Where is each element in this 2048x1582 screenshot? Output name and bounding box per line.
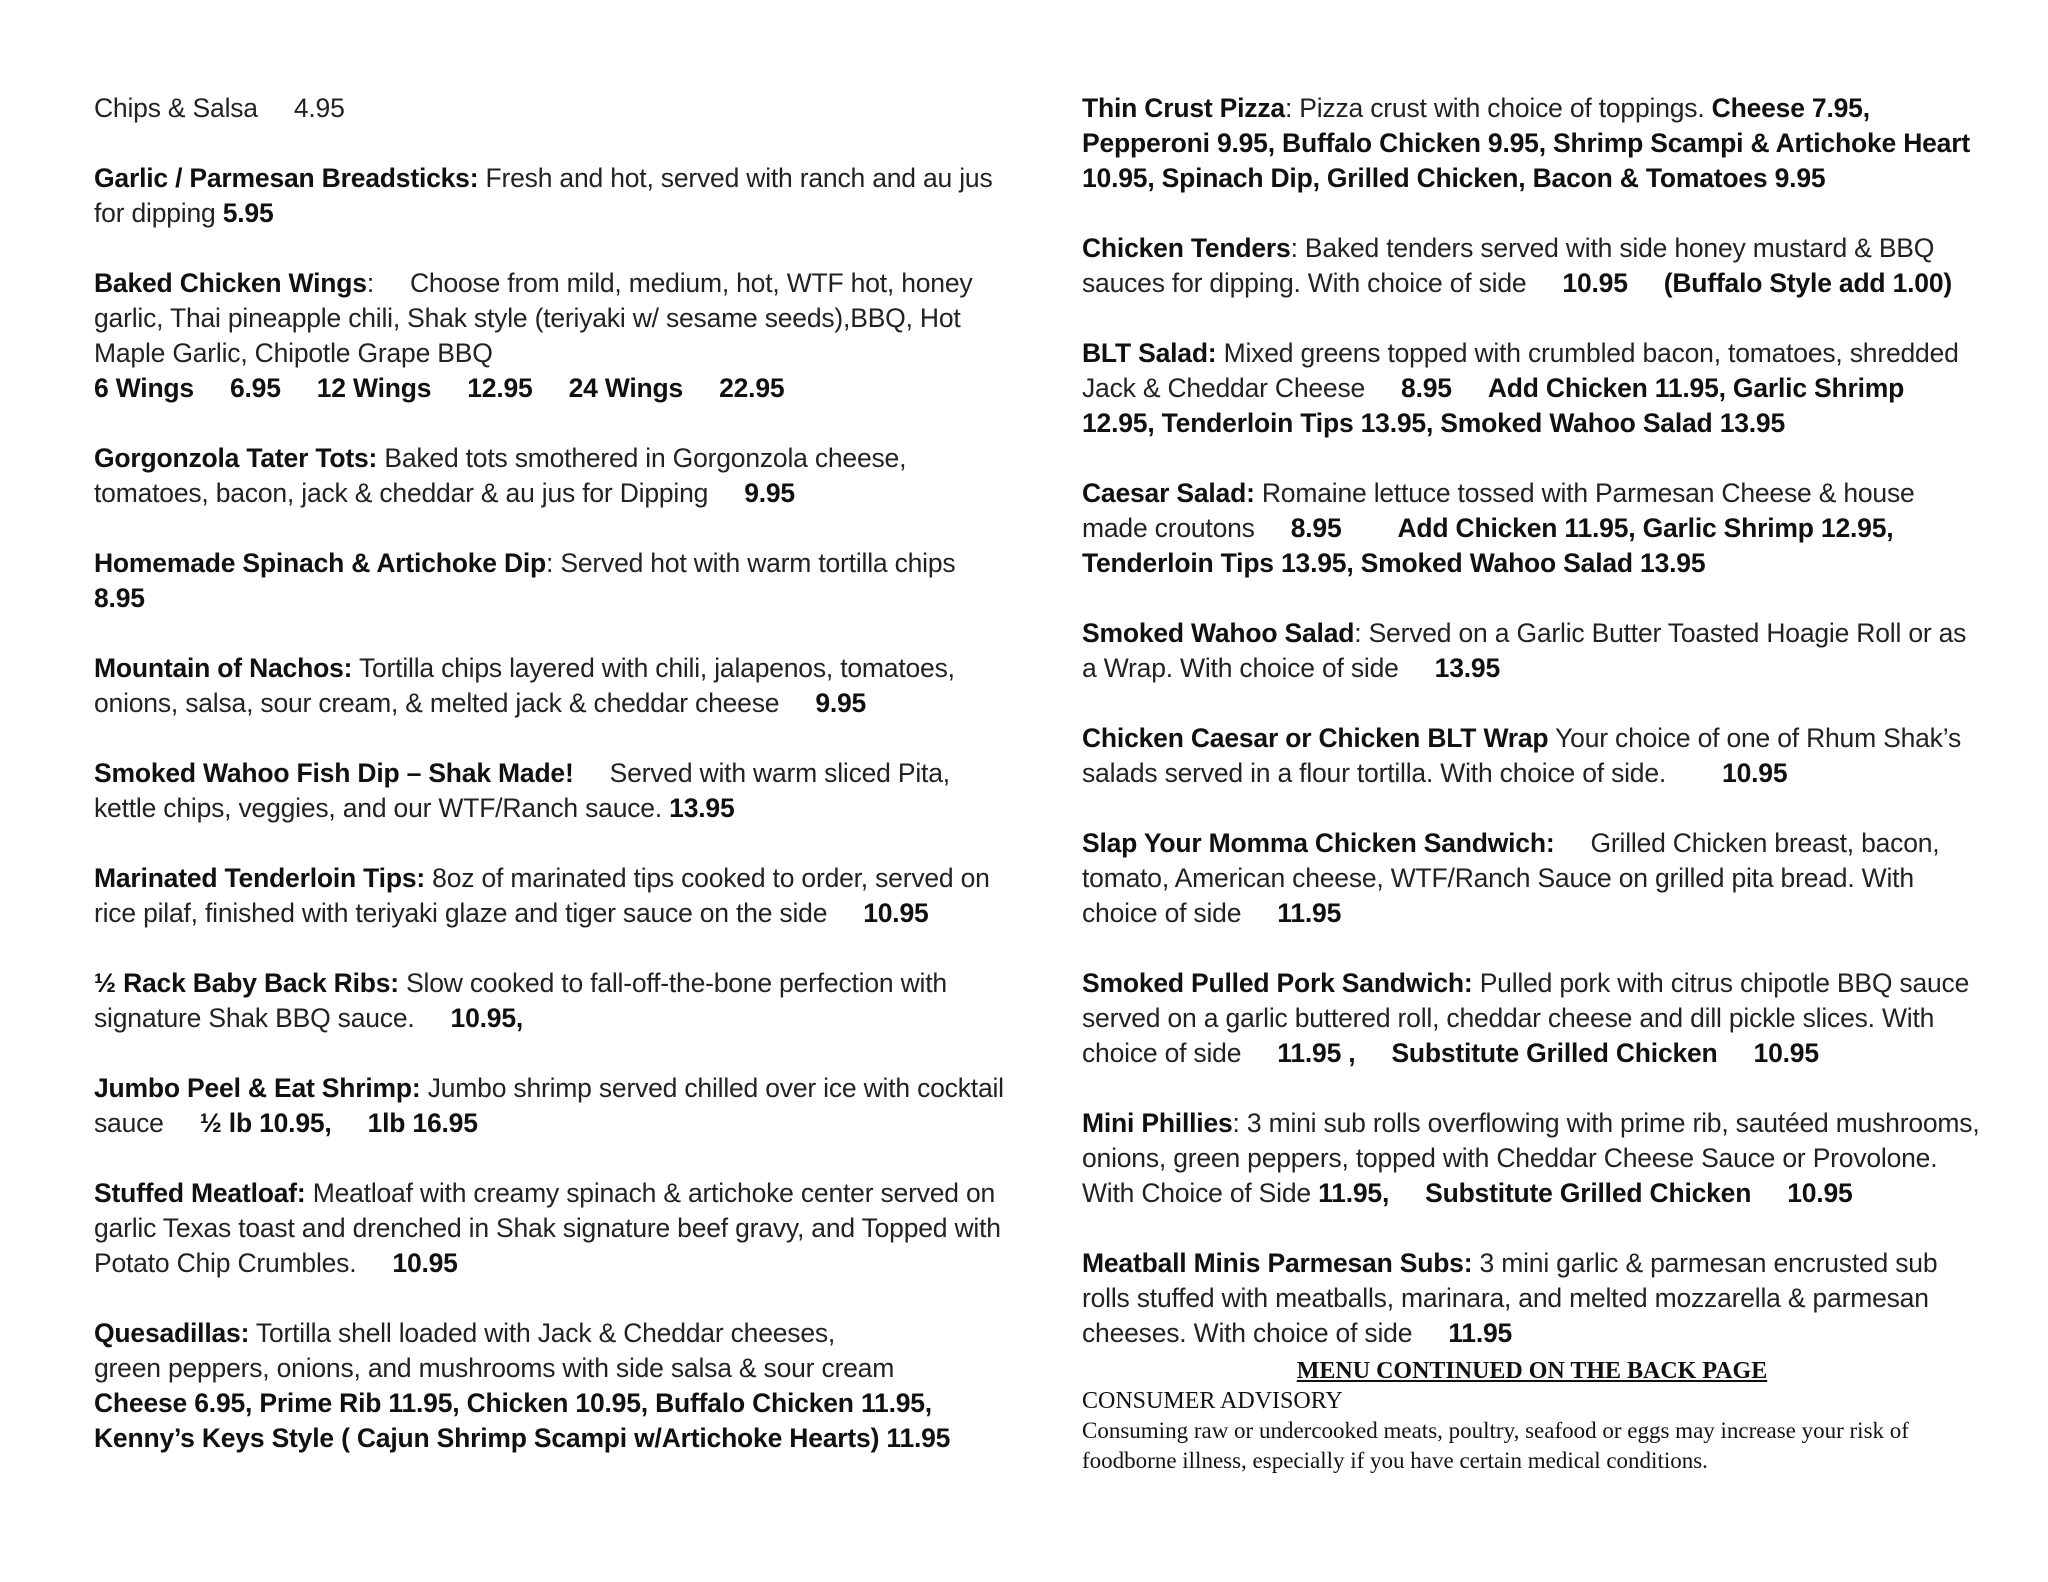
menu-item-caesar-salad [1082,476,1982,581]
item-name: Smoked Wahoo Salad [1082,618,1355,648]
menu-item-nachos [94,651,1004,721]
item-price: 11.95 [1448,1318,1513,1348]
menu-item-tater-tots [94,441,1004,511]
advisory-body: Consuming raw or undercooked meats, poultry, seafood or eggs may increase your risk of foodborne illness, especially if you have certain medical conditions. [1082,1418,1909,1473]
item-name: Jumbo Peel & Eat Shrimp: [94,1073,421,1103]
menu-item-pork-sandwich [1082,966,1982,1071]
item-price: 8.95 [1290,513,1342,543]
item-price: 8.95 [1401,373,1452,403]
item-description: Jumbo shrimp served chilled over ice with cocktail sauce [94,1073,1004,1138]
item-name: Gorgonzola Tater Tots: [94,443,378,473]
menu-item-wrap [1082,721,1982,791]
menu-item-shrimp [94,1071,1004,1141]
item-name: Caesar Salad: [1082,478,1255,508]
item-price: 5.95 [222,198,274,228]
menu-item-slap-sandwich [1082,826,1982,931]
wings-12-price: 12.95 [467,373,533,403]
item-name: Garlic / Parmesan Breadsticks: [94,163,479,193]
menu-item-meatball-subs [1082,1246,1982,1351]
item-addons: Add Chicken 11.95, Garlic Shrimp 12.95, Tenderloin Tips 13.95, Smoked Wahoo Salad 13.95 [1082,513,1894,578]
item-name: Meatball Minis Parmesan Subs: [1082,1248,1473,1278]
advisory-title: CONSUMER ADVISORY [1082,1388,1343,1414]
item-name: Homemade Spinach & Artichoke Dip [94,548,547,578]
item-name: Chicken Tenders [1082,233,1291,263]
item-name: Thin Crust Pizza [1082,93,1285,123]
item-name: Mini Phillies [1082,1108,1233,1138]
menu-continued-note: MENU CONTINUED ON THE BACK PAGE [1296,1358,1768,1384]
menu-item-pizza: Thin Crust Pizza: Pizza crust with choice of toppings. Cheese 7.95, Pepperoni 9.95, Buffalo Chicken 9.95, Shrimp Scampi & Artichoke Heart 10.95, Spinach Dip, Grilled Chicken, Bacon & Tomatoes 9.95 [1082,93,1970,193]
item-price: 9.95 [815,688,867,718]
item-description: Pizza crust with choice of toppings. [1299,93,1705,123]
right-menu-column [1082,91,1982,1476]
item-name: Slap Your Momma Chicken Sandwich: [1082,828,1555,858]
menu-item-spinach-dip: Homemade Spinach & Artichoke Dip: Served hot with warm tortilla chips 8.95 [94,548,956,613]
menu-item-chips-salsa [94,91,1004,126]
menu-item-meatloaf [94,1176,1004,1281]
item-price: 11.95 , [1277,1038,1356,1068]
item-price: 10.95, [450,1003,524,1033]
item-extra: (Buffalo Style add 1.00) [1663,268,1952,298]
item-description: 3 mini sub rolls overflowing with prime rib, sautéed mushrooms, onions, green peppers, topped with Cheddar Cheese Sauce or Provolone. With Choice of Side [1082,1108,1980,1208]
item-description: Baked tots smothered in Gorgonzola cheese, tomatoes, bacon, jack & cheddar & au jus for Dipping [94,443,907,508]
item-description: Choose from mild, medium, hot, WTF hot, honey garlic, Thai pineapple chili, Shak style (teriyaki w/ sesame seeds),BBQ, Hot Maple Garlic, Chipotle Grape BBQ [94,268,973,368]
item-name: ½ Rack Baby Back Ribs: [94,968,399,998]
item-name: BLT Salad: [1082,338,1217,368]
item-addons: Add Chicken 11.95, Garlic Shrimp 12.95, Tenderloin Tips 13.95, Smoked Wahoo Salad 13.95 [1082,373,1905,438]
menu-item-mini-phillies: Mini Phillies: 3 mini sub rolls overflowing with prime rib, sautéed mushrooms, onions, green peppers, topped with Cheddar Cheese Sauce or Provolone. With Choice of Side 11.95, Substitute Grilled Chicken 10.95 [1082,1108,1980,1208]
item-description: Mixed greens topped with crumbled bacon, tomatoes, shredded Jack & Cheddar Cheese [1082,338,1959,403]
consumer-advisory [1082,1356,1982,1476]
item-prices: Cheese 7.95, Pepperoni 9.95, Buffalo Chicken 9.95, Shrimp Scampi & Artichoke Heart 10.95, Spinach Dip, Grilled Chicken, Bacon & Tomatoes 9.95 [1082,93,1970,193]
wings-6-label: 6 Wings [94,373,194,403]
item-name: Stuffed Meatloaf: [94,1178,306,1208]
item-substitute-price: 10.95 [1753,1038,1819,1068]
item-price-full: 1lb 16.95 [367,1108,478,1138]
item-description: Fresh and hot, served with ranch and au jus for dipping [94,163,993,228]
item-description: Romaine lettuce tossed with Parmesan Cheese & house made croutons [1082,478,1915,543]
item-description: 8oz of marinated tips cooked to order, served on rice pilaf, finished with teriyaki glaze and tiger sauce on the side [94,863,990,928]
wings-6-price: 6.95 [229,373,281,403]
item-name: Chips & Salsa [94,93,258,123]
wings-24-price: 22.95 [719,373,785,403]
menu-item-tenderloin-tips [94,861,1004,931]
item-substitute-price: 10.95 [1787,1178,1853,1208]
menu-item-quesadillas [94,1316,1004,1456]
item-description: Served on a Garlic Butter Toasted Hoagie Roll or as a Wrap. With choice of side [1082,618,1967,683]
item-name: Quesadillas: [94,1318,250,1348]
item-price: 11.95 [1277,898,1342,928]
item-prices: Cheese 6.95, Prime Rib 11.95, Chicken 10.95, Buffalo Chicken 11.95, Kenny’s Keys Style ( Cajun Shrimp Scampi w/Artichoke Hearts) 11.95 [94,1388,951,1453]
item-substitute: Substitute Grilled Chicken [1391,1038,1718,1068]
item-price: 4.95 [293,93,345,123]
item-description: Pulled pork with citrus chipotle BBQ sauce served on a garlic buttered roll, cheddar cheese and dill pickle slices. With choice of side [1082,968,1970,1068]
item-price: 9.95 [744,478,795,508]
item-description: 3 mini garlic & parmesan encrusted sub rolls stuffed with meatballs, marinara, and melted mozzarella & parmesan cheeses. With choice of side [1082,1248,1938,1348]
menu-item-breadsticks [94,161,1004,231]
item-price-half: ½ lb 10.95, [199,1108,332,1138]
item-price: 10.95 [1562,268,1628,298]
item-description: Baked tenders served with side honey mustard & BBQ sauces for dipping. With choice of side [1082,233,1935,298]
left-menu-column [94,91,1004,1491]
menu-item-ribs [94,966,1004,1036]
item-price: 10.95 [863,898,929,928]
item-name: Mountain of Nachos: [94,653,353,683]
item-name: Baked Chicken Wings [94,268,367,298]
menu-item-tenders: Chicken Tenders: Baked tenders served with side honey mustard & BBQ sauces for dipping. With choice of side 10.95 (Buffalo Style add 1.00) [1082,233,1952,298]
item-substitute: Substitute Grilled Chicken [1425,1178,1752,1208]
item-price: 10.95 [1722,758,1788,788]
item-description: Served with warm sliced Pita, kettle chips, veggies, and our WTF/Ranch sauce. [94,758,950,823]
item-description: Your choice of one of Rhum Shak’s salads served in a flour tortilla. With choice of side. [1082,723,1961,788]
item-description: Slow cooked to fall-off-the-bone perfection with signature Shak BBQ sauce. [94,968,947,1033]
item-description: Tortilla shell loaded with Jack & Cheddar cheeses, [255,1318,836,1348]
item-price: 13.95 [669,793,735,823]
item-description-2: green peppers, onions, and mushrooms with side salsa & sour cream [94,1353,895,1383]
menu-item-blt-salad [1082,336,1982,441]
menu-item-wahoo-salad: Smoked Wahoo Salad: Served on a Garlic Butter Toasted Hoagie Roll or as a Wrap. With choice of side 13.95 [1082,618,1967,683]
wings-12-label: 12 Wings [316,373,432,403]
item-price: 8.95 [94,583,145,613]
item-description: Grilled Chicken breast, bacon, tomato, American cheese, WTF/Ranch Sauce on grilled pita bread. With choice of side [1082,828,1940,928]
item-name: Chicken Caesar or Chicken BLT Wrap [1082,723,1549,753]
item-price: 13.95 [1434,653,1500,683]
menu-item-wings: Baked Chicken Wings: Choose from mild, medium, hot, WTF hot, honey garlic, Thai pineapple chili, Shak style (teriyaki w/ sesame seeds),BBQ, Hot Maple Garlic, Chipotle Grape BBQ 6 Wings 6.95 12 Wings 12.95 24 Wings 22.95 [94,268,973,403]
item-price: 10.95 [392,1248,458,1278]
menu-item-wahoo-dip [94,756,1004,826]
item-name: Smoked Pulled Pork Sandwich: [1082,968,1473,998]
item-description: Served hot with warm tortilla chips [560,548,956,578]
item-description: Tortilla chips layered with chili, jalapenos, tomatoes, onions, salsa, sour cream, & melted jack & cheddar cheese [94,653,955,718]
wings-24-label: 24 Wings [568,373,684,403]
item-price: 11.95, [1318,1178,1390,1208]
item-name: Smoked Wahoo Fish Dip – Shak Made! [94,758,574,788]
item-name: Marinated Tenderloin Tips: [94,863,425,893]
item-description: Meatloaf with creamy spinach & artichoke center served on garlic Texas toast and drenched in Shak signature beef gravy, and Topped with Potato Chip Crumbles. [94,1178,1001,1278]
